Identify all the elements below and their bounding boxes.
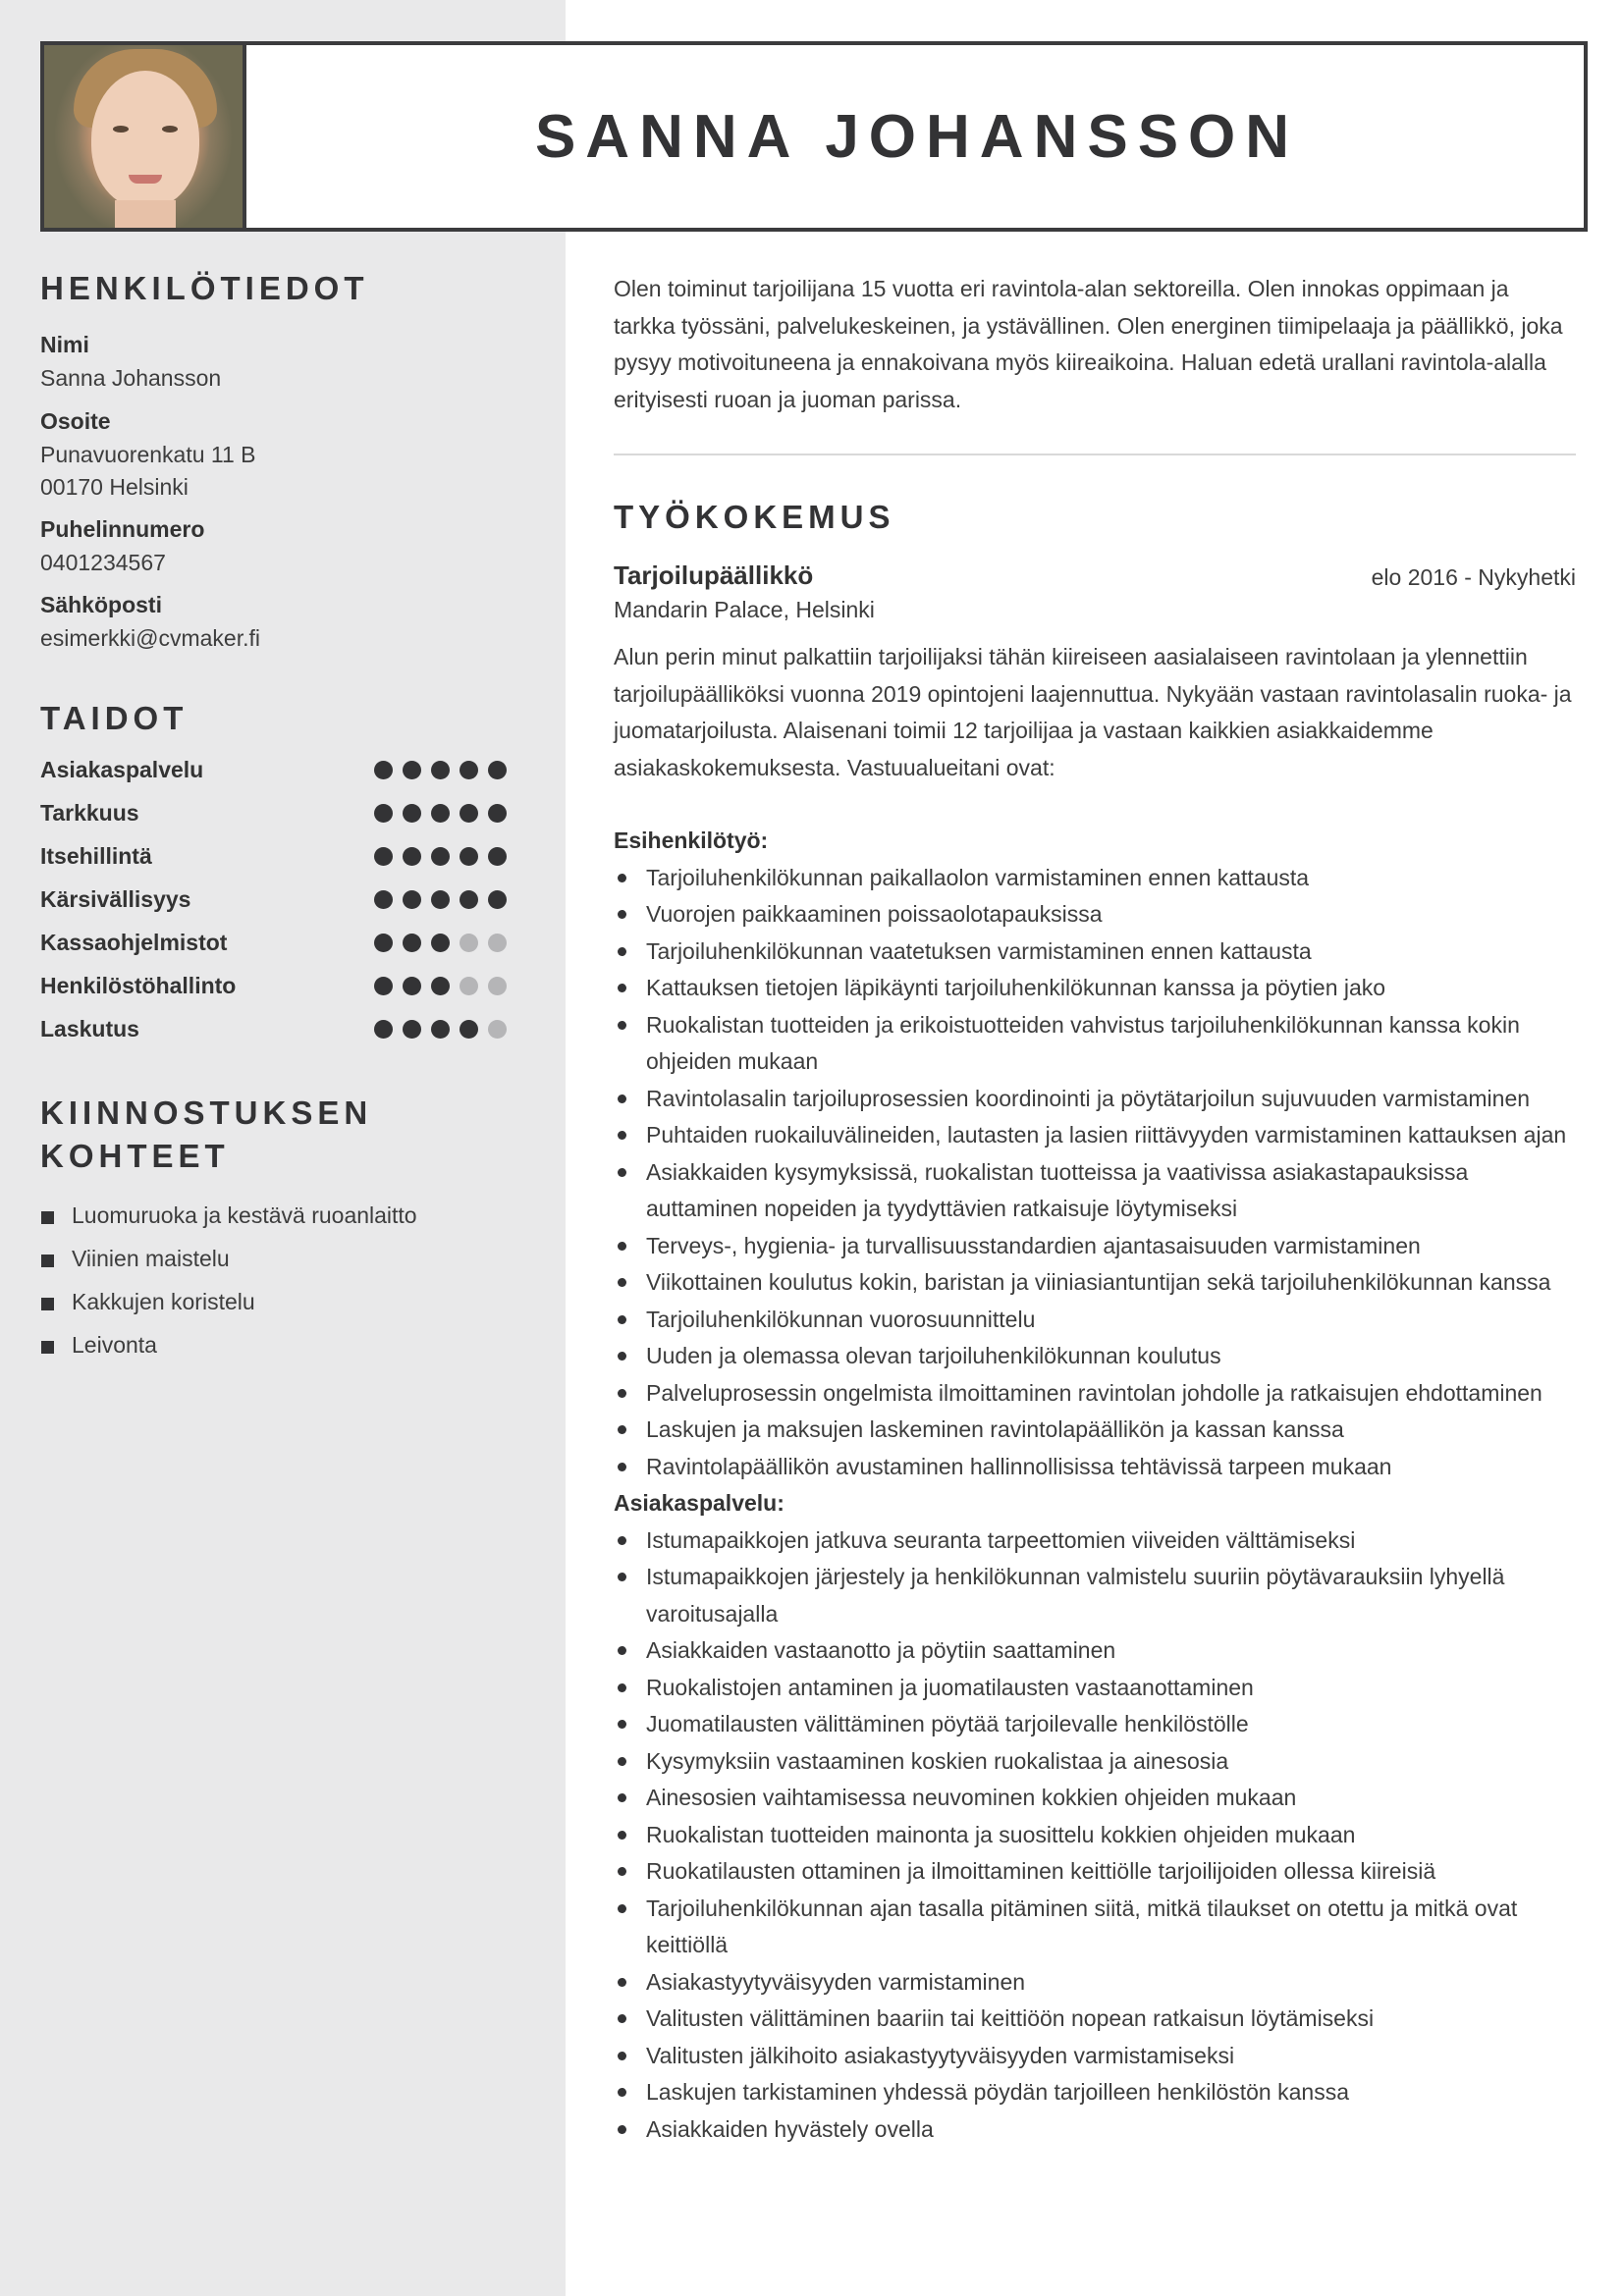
bullet-item: Tarjoiluhenkilökunnan ajan tasalla pitäminen siitä, mitkä tilaukset on otettu ja mitkä ovat keittiöllä: [614, 1891, 1576, 1964]
rating-dot-filled: [431, 761, 450, 779]
rating-dot-filled: [488, 890, 507, 909]
rating-dot-filled: [403, 1020, 421, 1039]
rating-dot-filled: [374, 890, 393, 909]
rating-dot-filled: [431, 934, 450, 952]
rating-dot-filled: [460, 890, 478, 909]
skill-rating: [374, 847, 507, 866]
skill-rating: [374, 977, 507, 995]
bullet-item: Ruokalistojen antaminen ja juomatilausten vastaanottaminen: [614, 1670, 1576, 1707]
skill-row: [40, 1014, 512, 1047]
bullet-item: Asiakkaiden hyvästely ovella: [614, 2111, 1576, 2149]
bullet-item: Uuden ja olemassa olevan tarjoiluhenkilökunnan koulutus: [614, 1338, 1576, 1375]
skill-name: Itsehillintä: [40, 843, 152, 869]
rating-dot-empty: [488, 934, 507, 952]
square-bullet-icon: [41, 1211, 54, 1224]
rating-dot-filled: [460, 761, 478, 779]
square-bullet-icon: [41, 1341, 54, 1354]
interest-item: [40, 1285, 417, 1328]
rating-dot-filled: [488, 847, 507, 866]
rating-dot-filled: [374, 804, 393, 823]
interest-item: [40, 1242, 417, 1285]
rating-dot-filled: [431, 847, 450, 866]
skill-rating: [374, 761, 507, 779]
rating-dot-filled: [431, 804, 450, 823]
job-description: Alun perin minut palkattiin tarjoilijaksi tähän kiireiseen aasialaiseen ravintolaan ja ylennettiin tarjoilupäälliköksi vuonna 2019 opintojeni laajennuttua. Nykyään vastaan ravintolasalin ruoka- ja juomatarjoilusta. Alaisenani toimii 12 tarjoilijaa ja vastaan kaikkien asiakkaidemme asiakaskokemuksesta. Vastuualueitani ovat:: [614, 644, 1572, 780]
job-title: Tarjoilupäällikkö: [614, 561, 814, 590]
square-bullet-icon: [41, 1298, 54, 1310]
phone-label: Puhelinnumero: [40, 516, 205, 542]
profile-photo: [44, 45, 246, 228]
bullet-list: [614, 1522, 1576, 2149]
rating-dot-filled: [403, 934, 421, 952]
interests-heading-line2: KOHTEET: [40, 1138, 230, 1174]
section-title: Esihenkilötyö:: [614, 828, 769, 853]
name-label: Nimi: [40, 332, 89, 357]
bullet-item: Ruokalistan tuotteiden ja erikoistuotteiden vahvistus tarjoiluhenkilökunnan kanssa kokin ohjeiden mukaan: [614, 1007, 1576, 1081]
responsibility-sections: [614, 823, 1576, 2148]
interest-label: Kakkujen koristelu: [72, 1289, 255, 1314]
rating-dot-filled: [374, 847, 393, 866]
email-label: Sähköposti: [40, 592, 162, 617]
address-line1: Punavuorenkatu 11 B: [40, 442, 256, 467]
rating-dot-filled: [488, 761, 507, 779]
bullet-item: Puhtaiden ruokailuvälineiden, lautasten ja lasien riittävyyden varmistaminen kattauksen ajan: [614, 1117, 1576, 1154]
bullet-item: Kysymyksiin vastaaminen koskien ruokalistaa ja ainesosia: [614, 1743, 1576, 1781]
rating-dot-empty: [488, 977, 507, 995]
name-value: Sanna Johansson: [40, 365, 222, 391]
interest-label: Luomuruoka ja kestävä ruoanlaitto: [72, 1202, 417, 1228]
rating-dot-filled: [460, 847, 478, 866]
bullet-item: Asiakkaiden kysymyksissä, ruokalistan tuotteissa ja vaativissa asiakastapauksissa auttaminen nopeiden ja tyydyttävien ratkaisuje löytymiseksi: [614, 1154, 1576, 1228]
bullet-item: Laskujen tarkistaminen yhdessä pöydän tarjoilleen henkilöstön kanssa: [614, 2074, 1576, 2111]
profile-summary: Olen toiminut tarjoilijana 15 vuotta eri ravintola-alan sektoreilla. Olen innokas oppimaan ja tarkka työssäni, palvelukeskeinen, ja ystävällinen. Olen energinen tiimipelaaja ja päällikkö, joka pysyy motivoituneena ja ennakoivana myös kiireaikoina. Haluan edetä urallani ravintola-alalla erityisesti ruoan ja juoman parissa.: [614, 276, 1563, 412]
skill-row: [40, 928, 512, 961]
skill-name: Laskutus: [40, 1016, 139, 1041]
bullet-item: Istumapaikkojen järjestely ja henkilökunnan valmistelu suuriin pöytävarauksiin lyhyellä varoitusajalla: [614, 1559, 1576, 1632]
interest-label: Viinien maistelu: [72, 1246, 230, 1271]
candidate-name: SANNA JOHANSSON: [534, 103, 1300, 171]
square-bullet-icon: [41, 1255, 54, 1267]
skill-rating: [374, 934, 507, 952]
skill-name: Henkilöstöhallinto: [40, 973, 237, 998]
rating-dot-filled: [403, 847, 421, 866]
bullet-item: Terveys-, hygienia- ja turvallisuusstandardien ajantasaisuuden varmistaminen: [614, 1228, 1576, 1265]
section-title: Asiakaspalvelu:: [614, 1490, 784, 1516]
rating-dot-filled: [403, 761, 421, 779]
skill-row: [40, 798, 512, 831]
skills-heading: TAIDOT: [40, 700, 189, 736]
rating-dot-filled: [374, 761, 393, 779]
experience-heading: TYÖKOKEMUS: [614, 499, 895, 535]
address-label: Osoite: [40, 408, 111, 434]
bullet-item: Tarjoiluhenkilökunnan vuorosuunnittelu: [614, 1302, 1576, 1339]
rating-dot-filled: [431, 1020, 450, 1039]
interest-label: Leivonta: [72, 1332, 157, 1358]
bullet-item: Istumapaikkojen jatkuva seuranta tarpeettomien viiveiden välttämiseksi: [614, 1522, 1576, 1560]
bullet-item: Tarjoiluhenkilökunnan paikallaolon varmistaminen ennen kattausta: [614, 860, 1576, 897]
skill-row: [40, 841, 512, 875]
rating-dot-empty: [460, 934, 478, 952]
rating-dot-filled: [431, 890, 450, 909]
rating-dot-filled: [403, 890, 421, 909]
interest-item: [40, 1199, 417, 1242]
bullet-item: Juomatilausten välittäminen pöytää tarjoilevalle henkilöstölle: [614, 1706, 1576, 1743]
sidebar: [0, 0, 566, 2296]
bullet-item: Kattauksen tietojen läpikäynti tarjoiluhenkilökunnan kanssa ja pöytien jako: [614, 970, 1576, 1007]
bullet-list: [614, 860, 1576, 1486]
job-dates: elo 2016 - Nykyhetki: [1371, 564, 1576, 590]
skill-row: [40, 755, 512, 788]
address-line2: 00170 Helsinki: [40, 474, 189, 500]
rating-dot-filled: [403, 804, 421, 823]
bullet-item: Valitusten jälkihoito asiakastyytyväisyyden varmistamiseksi: [614, 2038, 1576, 2075]
bullet-item: Ravintolasalin tarjoiluprosessien koordinointi ja pöytätarjoilun sujuvuuden varmistaminen: [614, 1081, 1576, 1118]
skill-name: Asiakaspalvelu: [40, 757, 204, 782]
rating-dot-filled: [403, 977, 421, 995]
rating-dot-filled: [431, 977, 450, 995]
skill-row: [40, 884, 512, 918]
bullet-item: Ravintolapäällikön avustaminen hallinnollisissa tehtävissä tarpeen mukaan: [614, 1449, 1576, 1486]
bullet-item: Palveluprosessin ongelmista ilmoittaminen ravintolan johdolle ja ratkaisujen ehdottaminen: [614, 1375, 1576, 1413]
phone-value: 0401234567: [40, 550, 166, 575]
rating-dot-filled: [374, 1020, 393, 1039]
interests-list: [40, 1199, 417, 1371]
bullet-item: Ruokatilausten ottaminen ja ilmoittaminen keittiölle tarjoilijoiden ollessa kiireisiä: [614, 1853, 1576, 1891]
skill-rating: [374, 804, 507, 823]
bullet-item: Laskujen ja maksujen laskeminen ravintolapäällikön ja kassan kanssa: [614, 1412, 1576, 1449]
interest-item: [40, 1328, 417, 1371]
skill-name: Kärsivällisyys: [40, 886, 191, 912]
rating-dot-empty: [488, 1020, 507, 1039]
personal-info-heading: HENKILÖTIEDOT: [40, 270, 369, 306]
rating-dot-filled: [488, 804, 507, 823]
header: [40, 41, 1588, 232]
skill-name: Tarkkuus: [40, 800, 139, 826]
job-employer: Mandarin Palace, Helsinki: [614, 597, 875, 622]
divider: [614, 454, 1576, 455]
skill-row: [40, 971, 512, 1004]
rating-dot-filled: [374, 977, 393, 995]
bullet-item: Asiakkaiden vastaanotto ja pöytiin saattaminen: [614, 1632, 1576, 1670]
bullet-item: Ruokalistan tuotteiden mainonta ja suosittelu kokkien ohjeiden mukaan: [614, 1817, 1576, 1854]
bullet-item: Viikottainen koulutus kokin, baristan ja viiniasiantuntijan sekä tarjoiluhenkilökunnan kanssa: [614, 1264, 1576, 1302]
bullet-item: Tarjoiluhenkilökunnan vaatetuksen varmistaminen ennen kattausta: [614, 934, 1576, 971]
skill-rating: [374, 1020, 507, 1039]
bullet-item: Ainesosien vaihtamisessa neuvominen kokkien ohjeiden mukaan: [614, 1780, 1576, 1817]
skill-name: Kassaohjelmistot: [40, 930, 228, 955]
bullet-item: Vuorojen paikkaaminen poissaolotapauksissa: [614, 896, 1576, 934]
interests-heading-line1: KIINNOSTUKSEN: [40, 1095, 373, 1131]
rating-dot-filled: [460, 1020, 478, 1039]
rating-dot-filled: [374, 934, 393, 952]
main-content: [566, 0, 1623, 2296]
skill-rating: [374, 890, 507, 909]
rating-dot-empty: [460, 977, 478, 995]
rating-dot-filled: [460, 804, 478, 823]
bullet-item: Asiakastyytyväisyyden varmistaminen: [614, 1964, 1576, 2002]
bullet-item: Valitusten välittäminen baariin tai keittiöön nopean ratkaisun löytämiseksi: [614, 2001, 1576, 2038]
email-value: esimerkki@cvmaker.fi: [40, 625, 260, 651]
